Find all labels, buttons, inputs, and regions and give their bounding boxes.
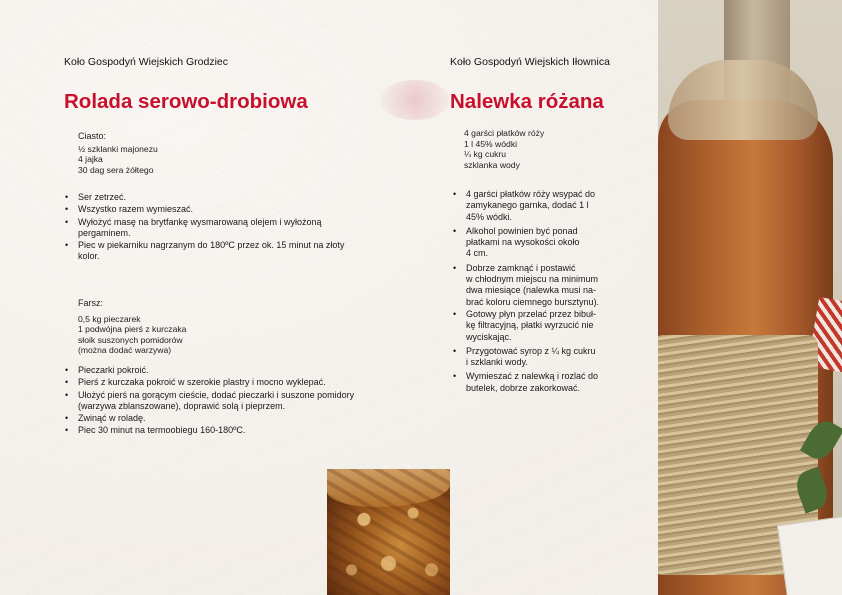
step-item: • Zwinąć w roladę. xyxy=(64,413,414,424)
rose-liqueur-bottle-photo xyxy=(658,0,842,595)
step-item: • Wymieszać z nalewką i rozlać do butelek, dobrze zakorkować. xyxy=(452,371,648,394)
recipe-title-right: Nalewka różana xyxy=(450,90,604,113)
filling-ingredients xyxy=(78,298,186,356)
dough-ingredients xyxy=(78,131,158,175)
step-item: • Wyłożyć masę na brytfankę wysmarowaną olejem i wyłożoną pergaminem. xyxy=(64,217,404,240)
recipe-title-left: Rolada serowo-drobiowa xyxy=(64,90,308,113)
organization-left: Koło Gospodyń Wiejskich Grodziec xyxy=(64,56,228,68)
liqueur-steps xyxy=(452,189,648,395)
ingredient-line: 4 garści płatków róży xyxy=(464,128,545,138)
filling-heading: Farsz: xyxy=(78,298,104,308)
step-item: • Pieczarki pokroić. xyxy=(64,365,414,376)
filling-steps xyxy=(64,365,414,438)
dough-steps xyxy=(64,192,404,264)
step-item: • Alkohol powinien być ponad płatkami na wysokości około 4 cm. xyxy=(452,226,648,260)
step-item: • Piec 30 minut na termoobiegu 160-180ºC. xyxy=(64,425,414,436)
step-item: • Przygotować syrop z ¼ kg cukru i szklanki wody. xyxy=(452,346,648,369)
baked-roll-photo xyxy=(327,469,450,595)
step-item: • Ułożyć pierś na gorącym cieście, dodać pieczarki i suszone pomidory (warzywa zblanszowane), doprawić solą i pieprzem. xyxy=(64,390,414,413)
ingredient-line: 4 jajka xyxy=(78,154,103,165)
step-item: • Gotowy płyn przelać przez bibuł- kę filtracyjną, płatki wyrzucić nie wyciskając. xyxy=(452,309,648,343)
step-item: • Pierś z kurczaka pokroić w szerokie plastry i mocno wyklepać. xyxy=(64,377,414,388)
step-item: • Dobrze zamknąć i postawić w chłodnym miejscu na minimum dwa miesiące (nalewka musi na- brać koloru ciemnego bursztynu). xyxy=(452,263,648,308)
step-item: • 4 garści płatków róży wsypać do zamykanego garnka, dodać 1 l 45% wódki. xyxy=(452,189,648,223)
step-item: • Wszystko razem wymieszać. xyxy=(64,204,404,215)
step-item: • Piec w piekarniku nagrzanym do 180ºC przez ok. 15 minut na złoty kolor. xyxy=(64,240,404,263)
ingredient-line: (można dodać warzywa) xyxy=(78,345,172,356)
ingredient-line: ¼ kg cukru xyxy=(464,149,507,160)
ingredient-line: ½ szklanki majonezu xyxy=(78,143,158,154)
ingredient-line: szklanka wody xyxy=(464,159,520,170)
organization-right: Koło Gospodyń Wiejskich Iłownica xyxy=(450,56,610,68)
ingredient-line: słoik suszonych pomidorów xyxy=(78,334,183,345)
ingredient-line: 1 l 45% wódki xyxy=(464,138,518,149)
step-item: • Ser zetrzeć. xyxy=(64,192,404,203)
ingredient-line: 0,5 kg pieczarek xyxy=(78,313,141,324)
liqueur-ingredients xyxy=(464,128,544,170)
ingredient-line: 1 podwójna pierś z kurczaka xyxy=(78,324,187,335)
dough-heading: Ciasto: xyxy=(78,131,107,141)
ingredient-line: 30 dag sera żółtego xyxy=(78,164,154,175)
